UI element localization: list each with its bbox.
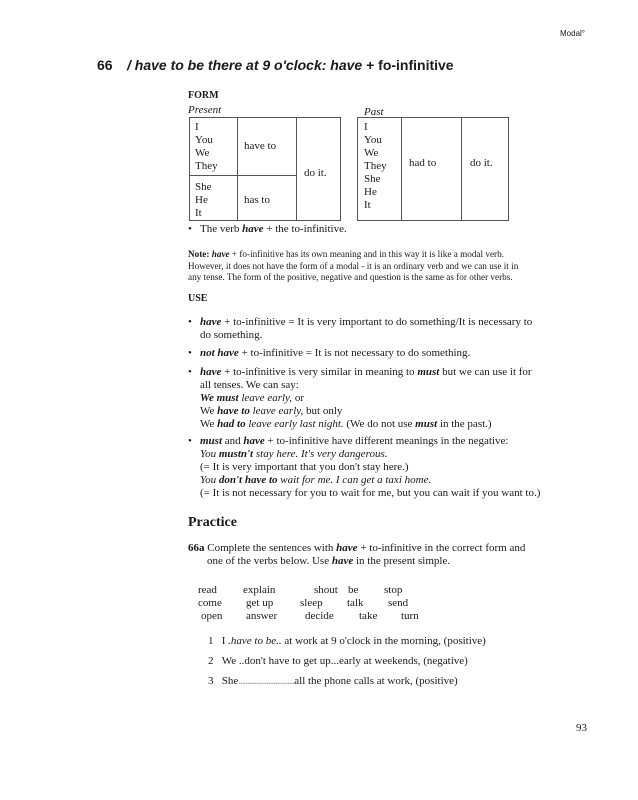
word-bank (198, 584, 458, 623)
use-item-3 (200, 366, 585, 431)
sentence-number: 3 (208, 675, 214, 687)
example: leave early, (238, 392, 293, 404)
exercise-sentence (208, 635, 588, 648)
pronoun: I (364, 121, 368, 133)
use-item-2 (200, 347, 470, 360)
text: at work at 9 o'clock in the morning, (positive) (281, 635, 486, 647)
example: You (200, 474, 219, 486)
text: do something. (200, 329, 263, 341)
text: She (221, 675, 239, 687)
pronoun: You (364, 134, 382, 146)
word: talk (347, 597, 364, 609)
example: leave early, (249, 405, 304, 417)
form-heading: FORM (188, 90, 219, 101)
answer-blank[interactable]: ................................ (238, 675, 295, 687)
text: in the past.) (437, 418, 492, 430)
verb-has-to: has to (244, 194, 270, 206)
pronoun: It (195, 207, 202, 219)
pronoun: She (364, 173, 381, 185)
note-label: Note: (188, 249, 210, 259)
pronoun: I (195, 121, 199, 133)
keyword: not have (200, 347, 239, 359)
pronoun: She (195, 181, 212, 193)
example: wait for me. I can get a taxi home. (277, 474, 432, 486)
pronoun: You (195, 134, 213, 146)
keyword: must (200, 435, 223, 447)
text: The verb (200, 223, 243, 235)
exercise-sentence (208, 655, 588, 668)
unit-title (127, 57, 454, 73)
text: + to-infinitive in the correct form and (357, 542, 526, 554)
explanation: (= It is not necessary for you to wait for me, but you can wait if you want to.) (200, 487, 541, 499)
word: come (198, 597, 222, 609)
exercise-sentence (208, 675, 588, 688)
pronoun: They (195, 160, 218, 172)
present-table (189, 117, 341, 221)
text: but only (303, 405, 343, 417)
word: shout (314, 584, 338, 596)
text: all the phone calls at work, (positive) (294, 675, 458, 687)
example: We (200, 418, 218, 430)
text: We (221, 655, 239, 667)
word: get up (246, 597, 274, 609)
text: + fo-infinitive has its own meaning and in this way it is like a modal verb. (229, 249, 504, 259)
text: + the to-infinitive. (263, 223, 347, 235)
word: open (201, 610, 223, 622)
text: + to-infinitive = It is not necessary to do something. (238, 347, 471, 359)
text: any tense. The form of the positive, negative and question is the same as for other verbs. (188, 272, 513, 282)
pronoun: We (195, 147, 210, 159)
form-bullet (200, 223, 347, 236)
keyword: have (243, 435, 265, 447)
answer-blank[interactable]: .have to be.. (228, 635, 282, 647)
example: had to (217, 418, 246, 430)
word: explain (243, 584, 276, 596)
exercise-sentences (208, 635, 588, 688)
word: turn (401, 610, 419, 622)
example: have to (217, 405, 250, 417)
past-label: Past (364, 106, 384, 118)
text: all tenses. We can say: (200, 379, 299, 391)
example: stay here. It's very dangerous. (253, 448, 388, 460)
practice-heading: Practice (188, 515, 237, 530)
past-object: do it. (470, 157, 493, 169)
word: send (388, 597, 409, 609)
keyword: must (415, 418, 438, 430)
explanation: (= It is very important that you don't stay here.) (200, 461, 409, 473)
present-label: Present (188, 104, 222, 116)
text: early at weekends, (negative) (338, 655, 468, 667)
text: However, it does not have the form of a modal - it is an ordinary verb and we can use it in (188, 260, 519, 271)
example: mustn't (218, 448, 254, 460)
text: + to-infinitive is very similar in meaning to (221, 366, 418, 378)
pronoun: He (364, 186, 377, 198)
word: read (198, 584, 217, 596)
word: stop (384, 584, 403, 596)
sentence-number: 1 (208, 635, 214, 647)
present-object: do it. (304, 167, 327, 179)
text: or (292, 392, 304, 404)
text: + to-infinitive have different meanings in the negative: (264, 435, 509, 447)
text: in the present simple. (353, 555, 451, 567)
example: don't have to (218, 474, 278, 486)
pronoun: They (364, 160, 387, 172)
use-heading: USE (188, 293, 208, 304)
unit-number: 66 (97, 57, 113, 73)
word: take (359, 610, 378, 622)
text: Complete the sentences with (204, 542, 337, 554)
keyword: have (242, 223, 264, 235)
exercise-instruction (188, 542, 578, 568)
text: I (221, 635, 229, 647)
sentence-number: 2 (208, 655, 214, 667)
pronoun: He (195, 194, 208, 206)
page-number: 93 (576, 722, 587, 734)
keyword: have (211, 249, 230, 259)
verb-have-to: have to (244, 140, 277, 152)
example: We (200, 405, 218, 417)
use-item-4 (200, 435, 595, 500)
use-item-1 (200, 316, 585, 342)
keyword: have (200, 316, 222, 328)
verb-had-to: had to (409, 157, 437, 169)
unit-title-sub: + fo-infinitive (362, 57, 454, 73)
word: sleep (300, 597, 323, 609)
example: We must (200, 392, 239, 404)
text: (We do not use (343, 418, 416, 430)
keyword: have (336, 542, 358, 554)
keyword: have (331, 555, 354, 567)
running-head: Modal° (560, 29, 585, 38)
text: + to-infinitive = It is very important to do something/It is necessary to (221, 316, 533, 328)
example: leave early last night. (245, 418, 344, 430)
keyword: must (417, 366, 440, 378)
pronoun: We (364, 147, 379, 159)
pronoun: It (364, 199, 371, 211)
text: but we can use it for (439, 366, 532, 378)
answer-blank[interactable]: ..don't have to get up... (238, 655, 339, 667)
note-block (188, 249, 588, 284)
text: one of the verbs below. Use (207, 555, 332, 567)
keyword: have (200, 366, 222, 378)
example: You (200, 448, 219, 460)
word: answer (246, 610, 278, 622)
exercise-id: 66a (188, 542, 205, 554)
word: be (348, 584, 359, 596)
word: decide (305, 610, 334, 622)
past-table (357, 117, 509, 221)
unit-title-main: / have to be there at 9 o'clock: have (127, 57, 363, 73)
text: and (222, 435, 244, 447)
